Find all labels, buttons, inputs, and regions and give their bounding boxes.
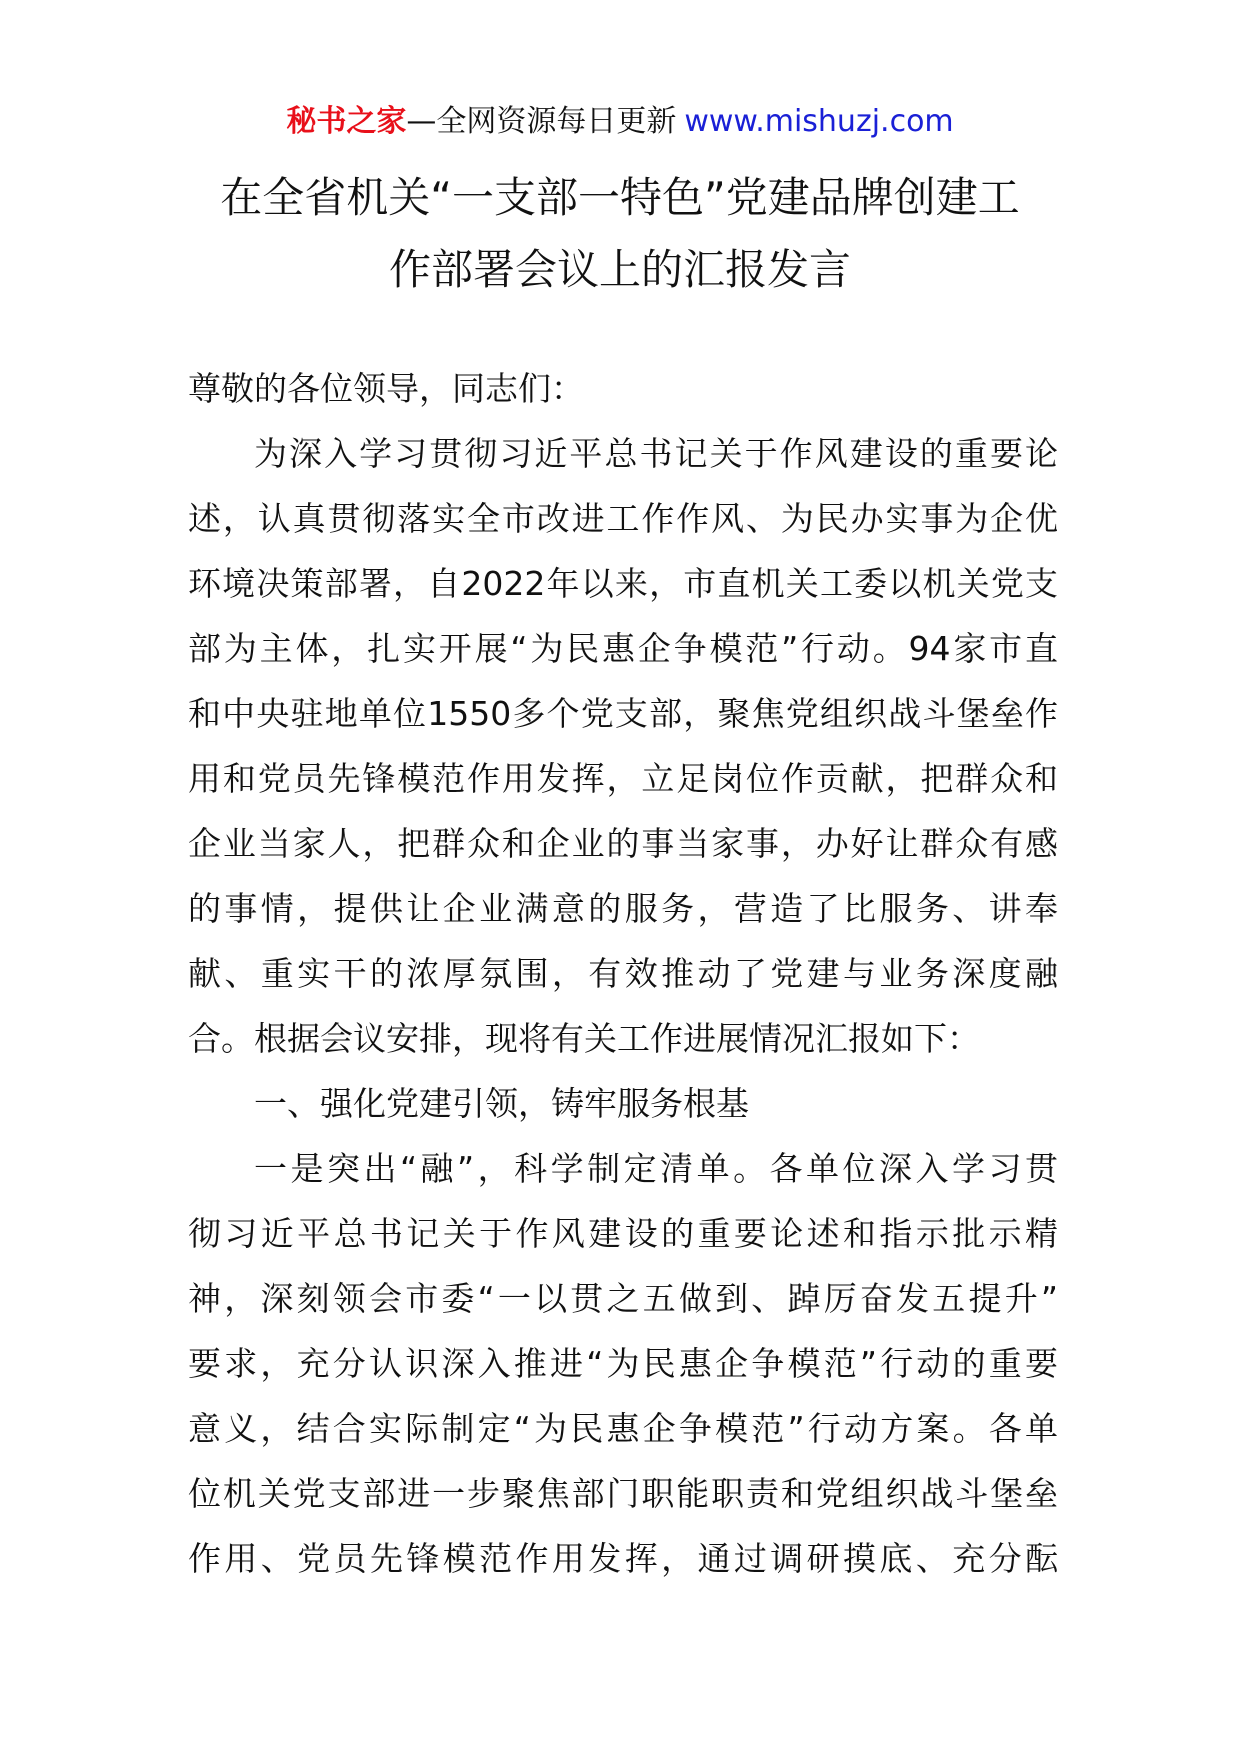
section-heading: 一、强化党建引领，铸牢服务根基	[254, 1084, 749, 1123]
site-url-link[interactable]: www.mishuzj.com	[684, 104, 954, 139]
body-line: 部为主体，扎实开展“为民惠企争模范”行动。94家市直	[188, 629, 1058, 668]
body-line: 合。根据会议安排，现将有关工作进展情况汇报如下：	[188, 1019, 980, 1058]
body-line: 神，深刻领会市委“一以贯之五做到、踔厉奋发五提升”	[188, 1279, 1058, 1318]
body-line: 要求，充分认识深入推进“为民惠企争模范”行动的重要	[188, 1344, 1058, 1383]
header-tagline: —全网资源每日更新	[406, 104, 677, 139]
document-body	[188, 356, 1058, 1591]
title-line-2: 作部署会议上的汇报发言	[388, 245, 851, 294]
watermark-header	[0, 100, 1240, 144]
salutation: 尊敬的各位领导，同志们：	[188, 369, 584, 408]
body-line: 意义，结合实际制定“为民惠企争模范”行动方案。各单	[188, 1409, 1058, 1448]
body-line: 位机关党支部进一步聚焦部门职能职责和党组织战斗堡垒	[188, 1474, 1058, 1513]
body-line: 环境决策部署，自2022年以来，市直机关工委以机关党支	[188, 564, 1058, 603]
title-line-1: 在全省机关“一支部一特色”党建品牌创建工	[220, 173, 1020, 222]
body-line: 献、重实干的浓厚氛围，有效推动了党建与业务深度融	[188, 954, 1058, 993]
body-line: 作用、党员先锋模范作用发挥，通过调研摸底、充分酝	[188, 1539, 1058, 1578]
body-line: 的事情，提供让企业满意的服务，营造了比服务、讲奉	[188, 889, 1058, 928]
document-title	[150, 162, 1090, 306]
brand-name: 秘书之家	[286, 104, 407, 139]
body-line: 为深入学习贯彻习近平总书记关于作风建设的重要论	[254, 434, 1058, 473]
body-line: 述，认真贯彻落实全市改进工作作风、为民办实事为企优	[188, 499, 1058, 538]
body-line: 企业当家人，把群众和企业的事当家事，办好让群众有感	[188, 824, 1058, 863]
body-line: 用和党员先锋模范作用发挥，立足岗位作贡献，把群众和	[188, 759, 1058, 798]
body-line: 一是突出“融”，科学制定清单。各单位深入学习贯	[254, 1149, 1058, 1188]
body-line: 彻习近平总书记关于作风建设的重要论述和指示批示精	[188, 1214, 1058, 1253]
body-line: 和中央驻地单位1550多个党支部，聚焦党组织战斗堡垒作	[188, 694, 1058, 733]
